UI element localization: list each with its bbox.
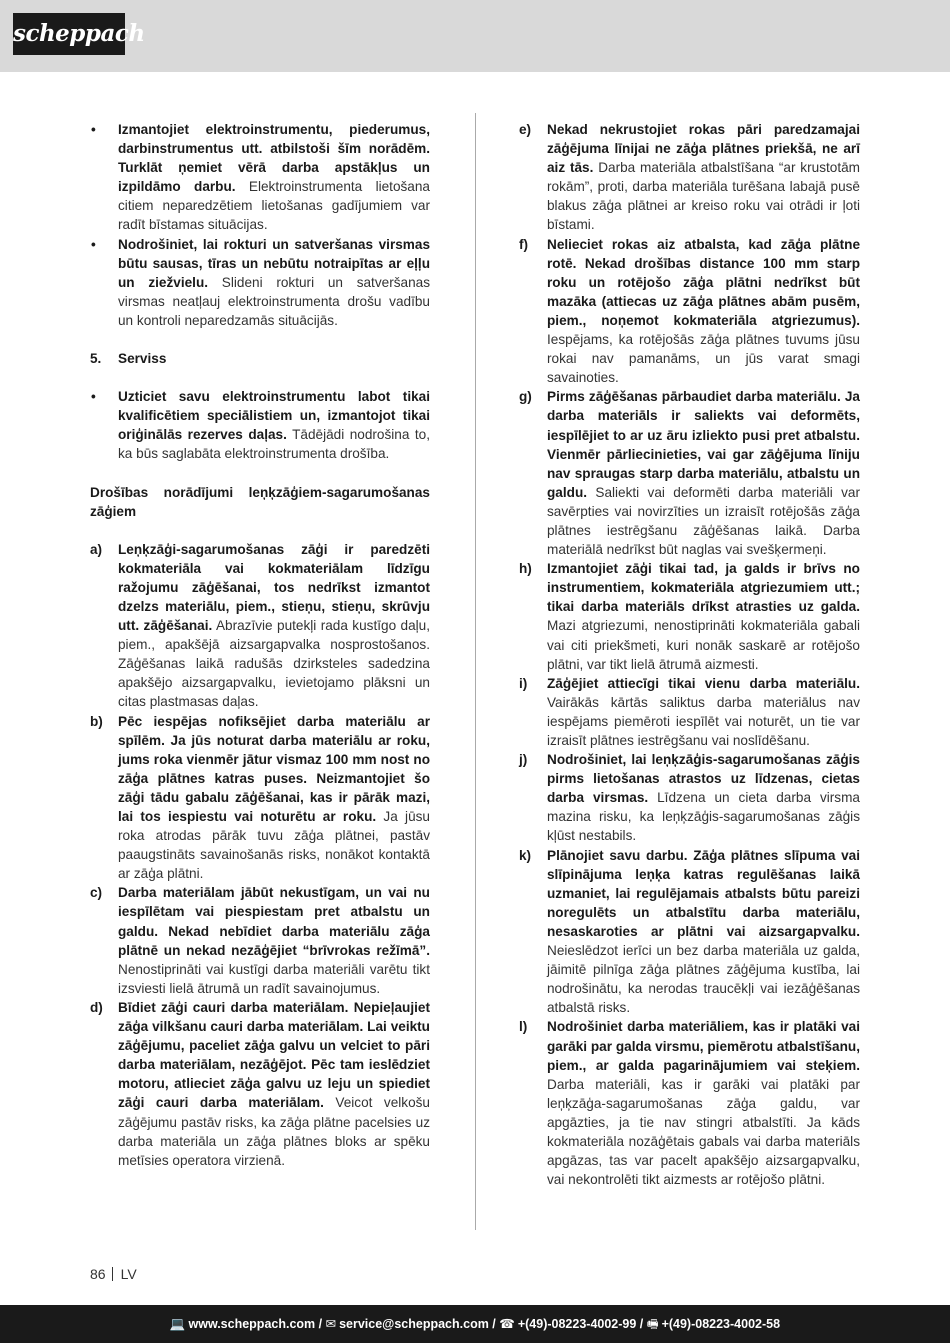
item-text: Neieslēdzot ierīci un bez darba materiāla uz galda, jāimitē pilnīga zāģa plātnes zāģējuma kustība, lai nodrošinātu, ka nerodas traucēkļi vai iezāģēšanas atbalstā risks. (547, 943, 860, 1016)
item-marker: j) (519, 752, 528, 768)
header-bar (0, 0, 950, 72)
item-text: Iespējams, ka rotējošās zāģa plātnes tuvums jūsu rokai nav pamanāms, un jūs varat smagi savainoties. (547, 332, 860, 386)
list-item (90, 235, 430, 330)
list-item (519, 674, 860, 750)
item-marker: l) (519, 1019, 528, 1035)
item-bold-text: Nelieciet rokas aiz atbalsta, kad zāģa plātne rotē. Nekad drošības distance 100 mm starp roku un rotējošo zāģa plātni nedrīkst būt mazāka (attiecas uz zāģa plātnes abām pusēm, piem., noņemot kokmateriāla atgriezumus). (547, 236, 860, 328)
item-text: Vairākās kārtās saliktus darba materiālus nav iespējams piemēroti iespīlēt vai noturēt, un tie var izraisīt plātnes iestrēgšanu vai noslīdēšanu. (547, 694, 860, 748)
list-item (519, 387, 860, 559)
right-column (519, 120, 860, 1189)
bullet-marker: • (91, 236, 96, 252)
fax-number: +(49)-08223-4002-58 (661, 1317, 781, 1331)
contact-bar (0, 1305, 950, 1343)
item-text: Elektroinstrumenta lietošana citiem neparedzētiem lietošanas gadījumiem var radīt bīstamas situācijas. (118, 179, 430, 233)
item-marker: c) (90, 885, 103, 901)
item-bold-text: Zāģējiet attiecīgi tikai vienu darba materiālu. (547, 675, 860, 691)
left-column (90, 120, 430, 1170)
page-footer (90, 1266, 137, 1282)
contact-separator: / (488, 1317, 500, 1331)
safety-heading: Drošības norādījumi leņķzāģiem-sagarumošanas zāģiem (90, 484, 430, 519)
bullet-marker: • (91, 389, 96, 405)
list-item (90, 998, 430, 1170)
item-marker: g) (519, 389, 532, 405)
list-item (519, 750, 860, 845)
item-bold-text: Pēc iespējas nofiksējiet darba materiālu ar spīlēm. Ja jūs noturat darba materiālu ar roku, jums roka vienmēr jātur vismaz 100 mm nost no zāģa plātnes katras puses. Neizmantojiet šo zāģi tādu gabalu zāģēšanai, kas ir pārāk mazi, lai tos iespiestu vai noturētu ar roku. (118, 713, 430, 824)
footer-divider (112, 1267, 113, 1281)
list-item (90, 712, 430, 884)
phone-number: +(49)-08223-4002-99 (517, 1317, 637, 1331)
email-link[interactable]: service@scheppach.com (339, 1317, 489, 1331)
contact-separator: / (636, 1317, 647, 1331)
item-marker: h) (519, 561, 532, 577)
contact-separator: / (315, 1317, 326, 1331)
item-bold-text: Nodrošiniet, lai rokturi un satveršanas virsmas būtu sausas, tīras un nebūtu notraipītas ar eļļu un ziežvielu. (118, 236, 430, 290)
section-heading (90, 349, 430, 368)
item-text: Mazi atgriezumi, nenostiprināti kokmateriāla gabali vai citi priekšmeti, kuri nonāk saskarē ar rotējošo plātni, var tikt lielā ātrumā aizmesti. (547, 618, 860, 672)
item-bold-text: Darba materiālam jābūt nekustīgam, un vai nu iespīlētam vai piespiestam pret atbalstu un galdu. Nekad nebīdiet darba materiālu zāģa plātnē un nekad nezāģējiet “brīvrokas režīmā”. (118, 885, 430, 958)
item-text: Saliekti vai deformēti darba materiāli var savērpties vai novirzīties un izraisīt rotējošās zāģa plātnes iestrēgšanu zāģēšanas laikā. Darba materiālā nedrīkst būt naglas vai svešķermeņi. (547, 484, 860, 558)
item-marker: k) (519, 847, 532, 863)
list-item (90, 387, 430, 463)
item-marker: e) (519, 122, 532, 137)
item-bold-text: Izmantojiet zāģi tikai tad, ja galds ir brīvs no instrumentiem, kokmateriāla atgriezumiem utt.; tikai darba materiāls drīkst atrasties uz galda. (547, 561, 860, 615)
item-marker: i) (519, 675, 528, 691)
item-bold-text: Nodrošiniet darba materiāliem, kas ir platāki vai garāki par galda virsmu, piemērotu atbalstīšanu, piem., ar galda pagarinājumiem vai steķiem. (547, 1019, 860, 1073)
list-item (519, 559, 860, 674)
item-text: Līdzena un cieta darba virsma mazina risku, ka leņķzāģis-sagarumošanas zāģis kļūst nestabils. (547, 790, 860, 844)
item-bold-text: Uzticiet savu elektroinstrumentu labot tikai kvalificētiem speciālistiem un, izmantojot tikai oriģinālās rezerves daļas. (118, 389, 430, 443)
list-item (519, 235, 860, 388)
item-text: Darba materiāla atbalstīšana “ar krustotām rokām”, proti, darba materiāla turēšana labajā pusē blakus zāģa plātnei ar kreiso roku vai otrādi ir ļoti bīstami. (547, 160, 860, 233)
item-marker: d) (90, 999, 103, 1015)
item-marker: b) (90, 713, 103, 729)
list-item (519, 120, 860, 235)
list-item (519, 846, 860, 1018)
mail-icon: ✉ (325, 1317, 337, 1331)
item-bold-text: Plānojiet savu darbu. Zāģa plātnes slīpuma vai slīpinājuma leņķa katras regulēšanas laikā uzmaniet, lai regulējamais atbalsts būtu pareizi noregulēts un atbalstītu darba materiālu, nesaskaroties ar plātni vai aizsargapvalku. (547, 847, 860, 939)
item-text: Slideni rokturi un satveršanas virsmas neatļauj elektroinstrumenta drošu vadību un kontroli neparedzamās situācijās. (118, 274, 430, 328)
item-text: Abrazīvie putekļi rada kustīgo daļu, piem., apakšējā aizsargapvalka nosprostošanos. Zāģēšanas laikā radušās dzirksteles sadedzina apakšējo aizsargapvalku, ievietojamo plāksni un citas plastmasas daļas. (118, 618, 431, 710)
section-number: 5. (90, 351, 102, 367)
item-text: Tādējādi nodrošina to, ka būs saglabāta elektroinstrumenta drošība. (118, 427, 430, 462)
item-marker: f) (519, 236, 529, 252)
item-bold-text: Bīdiet zāģi cauri darba materiālam. Nepieļaujiet zāģa vilkšanu cauri darba materiālam. Lai veiktu zāģējumu, paceliet zāģa galvu un velciet to pāri darba materiālam, nezāģējot. Pēc tam ieslēdziet motoru, atlieciet zāģa galvu uz leju un spiediet zāģi cauri darba materiālam. (118, 999, 430, 1111)
item-bold-text: Nodrošiniet, lai leņķzāģis-sagarumošanas zāģis pirms lietošanas atrastos uz līdzenas, cietas darba virsmas. (547, 752, 860, 806)
item-bold-text: Pirms zāģēšanas pārbaudiet darba materiālu. Ja darba materiāls ir saliekts vai deformēts, iespīlējiet to ar uz āru izliekto pusi pret atbalstu. Vienmēr pārliecinieties, vai gar zāģējuma līniju nav spraugas starp darba materiālu, atbalstu un galdu. (547, 389, 860, 500)
item-text: Veicot velkošu zāģējumu pastāv risks, ka zāģa plātne pacelsies uz darba materiāla un zāģa plātnes bloks ar spēku metīsies operatora virzienā. (118, 1095, 430, 1168)
fax-icon: 🖷 (646, 1317, 659, 1331)
item-text: Ja jūsu roka atrodas pārāk tuvu zāģa plātnei, pastāv paaugstināts savainošanās risks, nonākot kontaktā ar zāģa plātni. (118, 809, 430, 882)
list-item (519, 1017, 860, 1189)
item-text: Darba materiāli, kas ir garāki vai platāki par leņķzāģa-sagarumošanas zāģa galdu, var apgāzties, ja tie nav stingri atbalstīti. Ja kāds kokmateriāla nozāģētais gabals vai darba materiāls apgāzas, tas var pacelt apakšējo aizsargapvalku, vai nekontrolēti tikt aizmests ar rotējošo plātni. (547, 1076, 860, 1188)
computer-icon: 💻 (169, 1317, 186, 1331)
page-number: 86 (90, 1266, 106, 1282)
website-link[interactable]: www.scheppach.com (188, 1317, 316, 1331)
item-bold-text: Nekad nekrustojiet rokas pāri paredzamajai zāģējuma līnijai ne zāģa plātnes priekšā, ne arī aiz tās. (547, 122, 860, 176)
phone-icon: ☎ (499, 1317, 515, 1331)
bullet-marker: • (91, 122, 96, 137)
section-title: Serviss (118, 351, 167, 367)
list-item (90, 120, 430, 235)
list-item (90, 883, 430, 998)
column-divider (475, 113, 476, 1230)
item-bold-text: Izmantojiet elektroinstrumentu, piederumus, darbinstrumentus utt. atbilstoši šīm norādēm. Turklāt ņemiet vērā darba apstākļus un izpildāmo darbu. (118, 122, 430, 195)
list-item (90, 540, 430, 712)
item-marker: a) (90, 541, 103, 557)
scheppach-logo: scheppach (13, 13, 125, 55)
language-code: LV (120, 1266, 137, 1282)
item-text: Nenostiprināti vai kustīgi darba materiāli varētu tikt izsviesti lielā ātrumā un radīt savainojumus. (118, 961, 430, 996)
item-bold-text: Leņķzāģi-sagarumošanas zāģi ir paredzēti kokmateriāla vai kokmateriālam līdzīgu ražojumu zāģēšanai, tos nedrīkst izmantot dzelzs materiālu, piem., stieņu, stieņu, skrūvju utt. zāģēšanai. (118, 541, 430, 634)
